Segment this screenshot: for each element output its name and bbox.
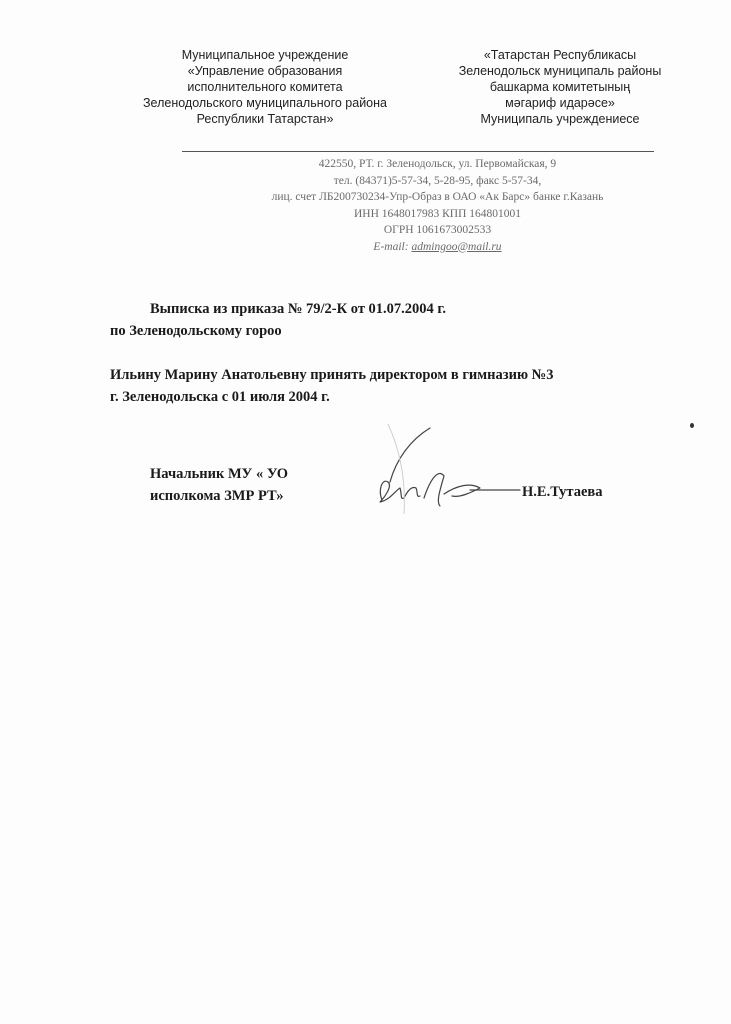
email-link[interactable]: admingoo@mail.ru [411, 240, 502, 253]
document-title: Выписка из приказа № 79/2-К от 01.07.2004 г. [150, 301, 447, 317]
signatory-title-line: Начальник МУ « УО [150, 466, 289, 482]
email-label: E-mail: [373, 240, 409, 253]
header-left-line: исполнительного комитета [187, 80, 343, 94]
contacts-block [200, 156, 675, 255]
signatory-name: Н.Е.Тутаева [522, 484, 603, 500]
header-left-line: Зеленодольского муниципального района [142, 96, 387, 110]
order-line: г. Зеленодольска с 01 июля 2004 г. [110, 389, 330, 405]
contact-account: лиц. счет ЛБ200730234-Упр-Образ в ОАО «Ак Барс» банке г.Казань [271, 191, 604, 203]
header-right-line: мәгариф идарәсе» [505, 96, 615, 110]
header-right-block [440, 47, 680, 127]
document-subtitle: по Зеленодольскому гороо [110, 323, 282, 339]
contact-phones: тел. (84371)5-57-34, 5-28-95, факс 5-57-34, [333, 174, 542, 187]
contact-email-line [200, 239, 675, 256]
header-left-line: Муниципальное учреждение [181, 48, 349, 62]
ink-mark [690, 423, 694, 428]
header-right-line: «Татарстан Республикасы [483, 48, 637, 62]
contact-ogrn: ОГРН 1061673002533 [383, 224, 492, 236]
header-left-line: Республики Татарстан» [196, 112, 334, 126]
order-text [110, 364, 553, 408]
order-line: Ильину Марину Анатольевну принять директором в гимназию №3 [110, 367, 554, 383]
signatory-title-line: исполкома ЗМР РТ» [150, 488, 284, 504]
header-left-line: «Управление образования [187, 64, 343, 78]
header-right-line: Муниципаль учреждениесе [480, 112, 640, 126]
header-left-block [110, 47, 420, 127]
header-right-line: башкарма комитетының [489, 80, 631, 94]
header-divider [182, 151, 654, 152]
header-right-line: Зеленодольск муниципаль районы [458, 64, 662, 78]
contact-address: 422550, РТ. г. Зеленодольск, ул. Первомайская, 9 [318, 158, 557, 170]
signatory-title [150, 463, 288, 507]
contact-inn: ИНН 1648017983 КПП 164801001 [353, 207, 522, 220]
handwritten-signature [360, 420, 530, 515]
